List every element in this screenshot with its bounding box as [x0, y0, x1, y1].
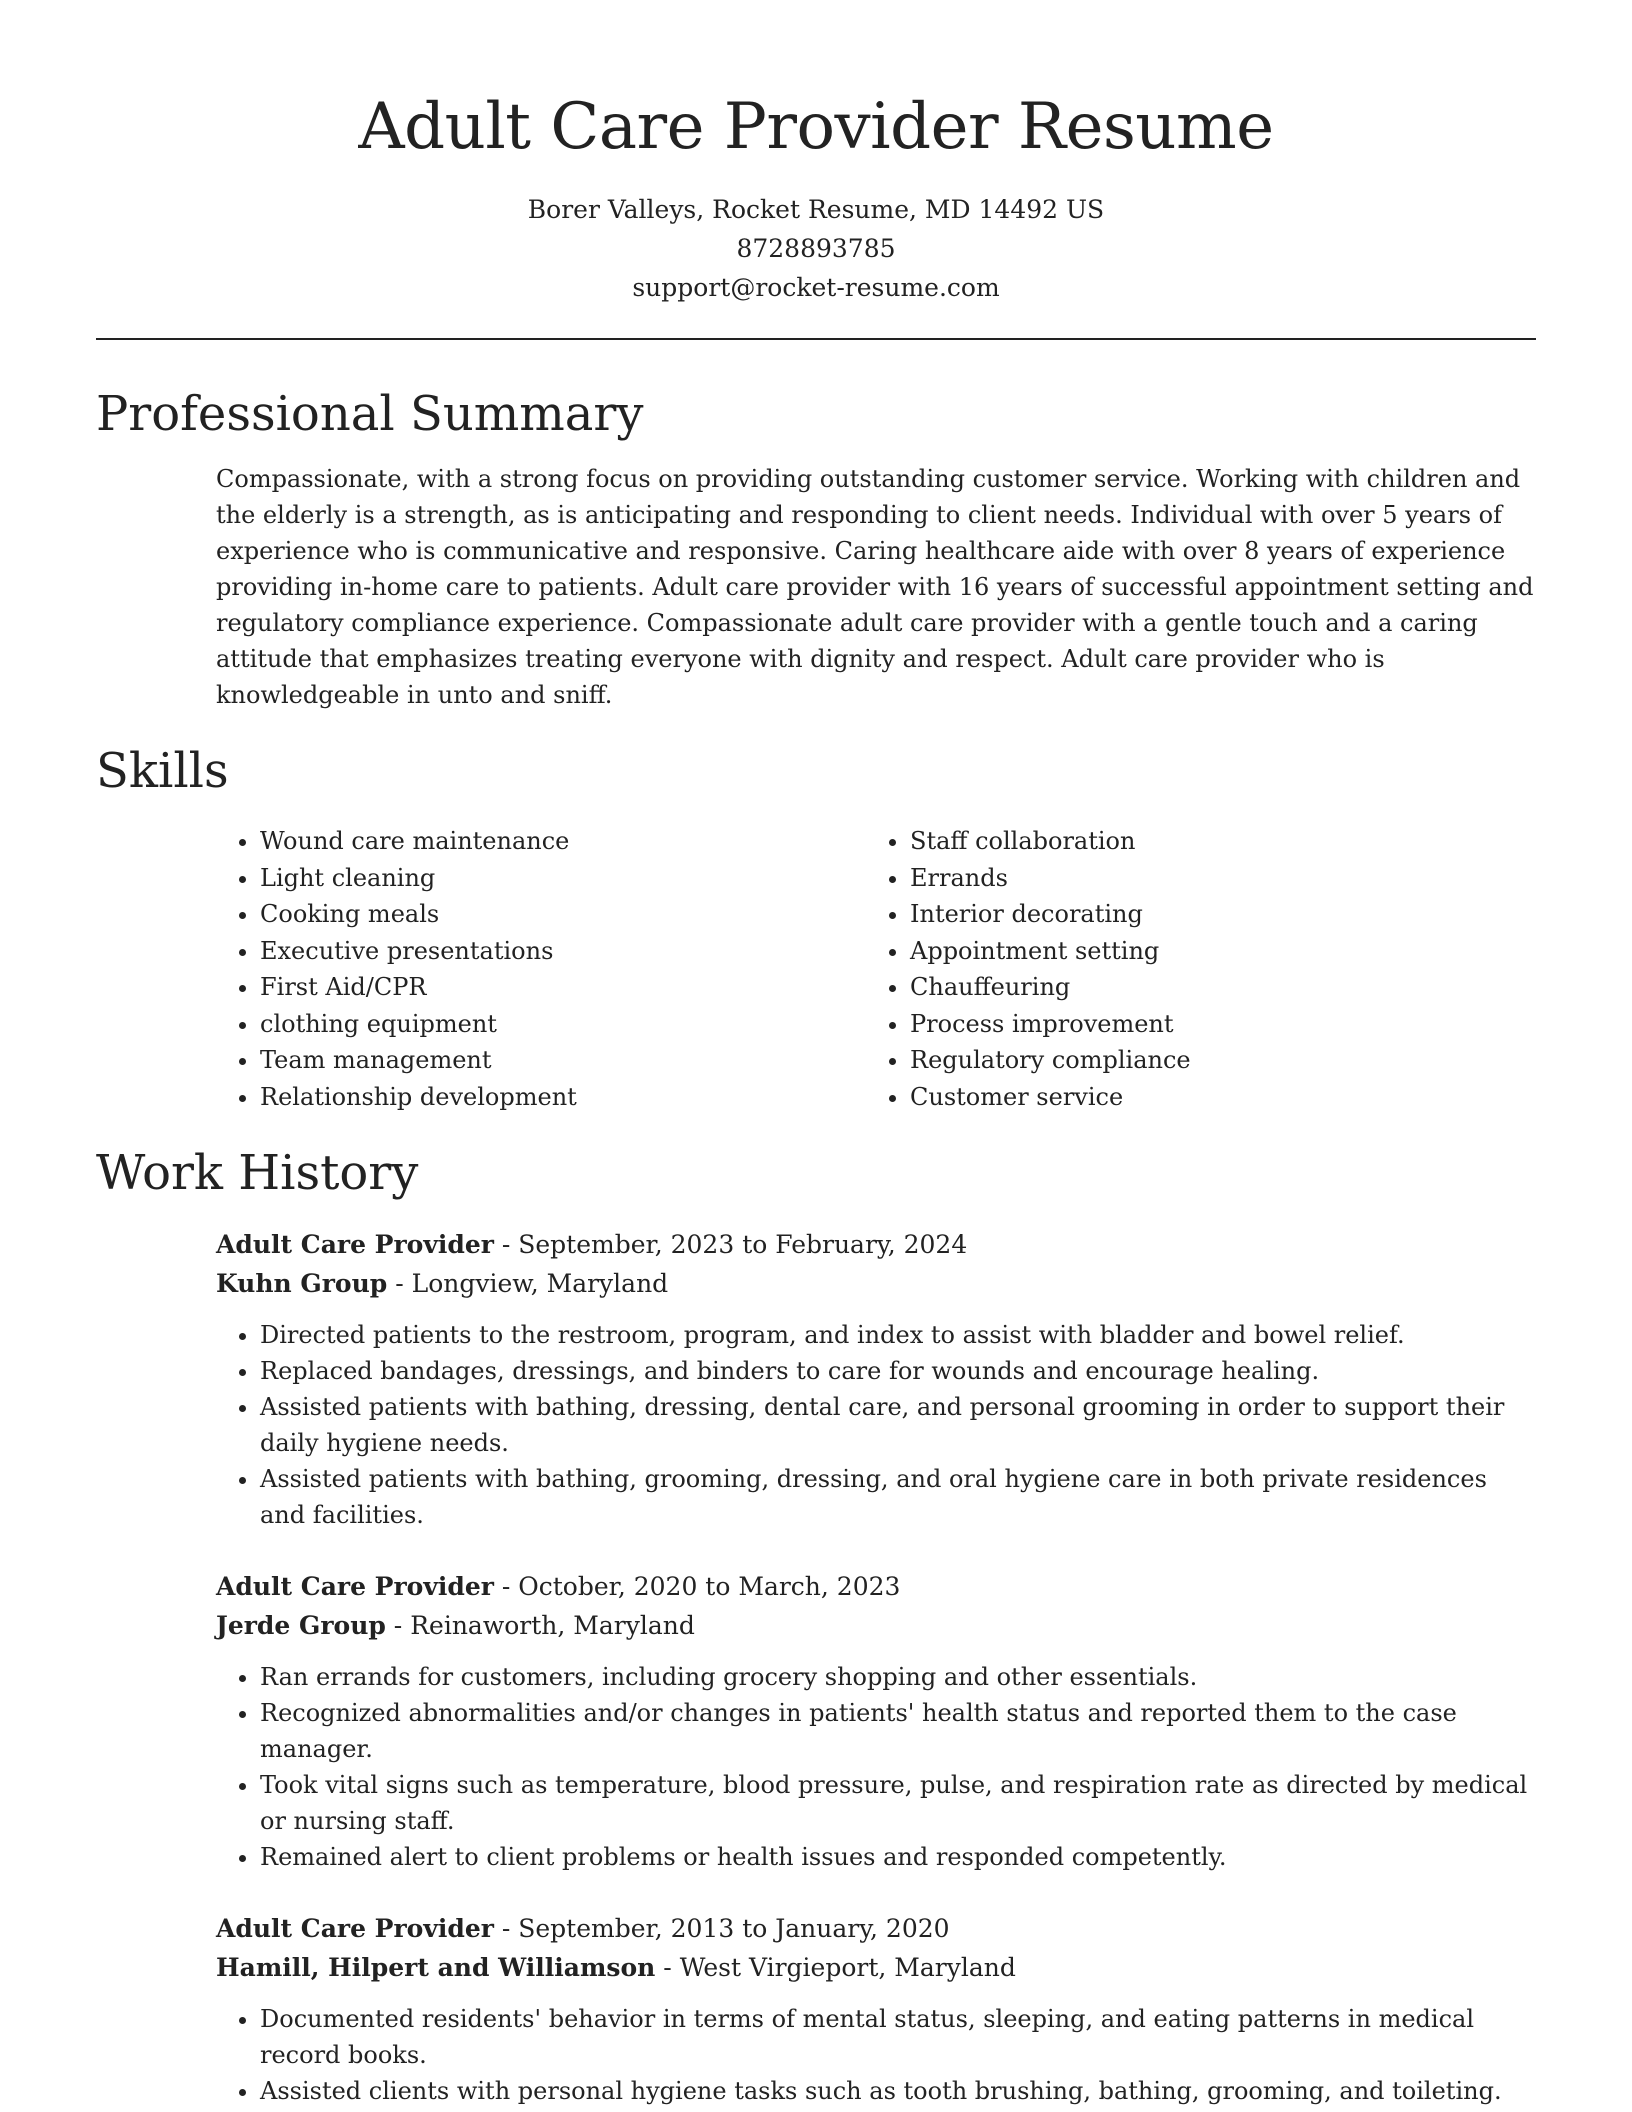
skill-item: • Team management	[260, 1042, 866, 1079]
skill-item: • First Aid/CPR	[260, 969, 866, 1006]
job-dates: September, 2023 to February, 2024	[518, 1230, 968, 1259]
duty-item: • Documented residents' behavior in terms of mental status, sleeping, and eating patterns in medical record books.	[260, 2001, 1536, 2073]
job-entry	[216, 1909, 1536, 2109]
job-title: Adult Care Provider	[216, 1230, 494, 1259]
skill-item: • Customer service	[910, 1079, 1516, 1116]
job-dates: September, 2013 to January, 2020	[518, 1914, 950, 1943]
contact-address: Borer Valleys, Rocket Resume, MD 14492 US	[527, 195, 1105, 224]
job-location: West Virgieport, Maryland	[679, 1953, 1016, 1982]
skill-item: • Staff collaboration	[910, 823, 1516, 860]
duty-item: • Assisted clients with personal hygiene tasks such as tooth brushing, bathing, grooming, and toileting.	[260, 2073, 1536, 2109]
work-history-heading: Work History	[96, 1145, 419, 1201]
skill-item: • Process improvement	[910, 1006, 1516, 1043]
skill-item: • Regulatory compliance	[910, 1042, 1516, 1079]
skill-item: • Wound care maintenance	[260, 823, 866, 860]
summary-heading: Professional Summary	[96, 386, 644, 442]
duty-item: • Took vital signs such as temperature, blood pressure, pulse, and respiration rate as directed by medical or nursing staff.	[260, 1767, 1536, 1839]
job-location: Reinaworth, Maryland	[410, 1611, 695, 1640]
skills-list-left	[216, 823, 866, 1115]
job-title-line	[216, 1909, 1536, 1948]
skill-item: • Interior decorating	[910, 896, 1516, 933]
job-location: Longview, Maryland	[411, 1269, 669, 1298]
job-dates: October, 2020 to March, 2023	[518, 1572, 901, 1601]
skill-item: • Cooking meals	[260, 896, 866, 933]
header-divider	[96, 338, 1536, 340]
job-company: Kuhn Group	[216, 1269, 388, 1298]
job-duties	[216, 1317, 1536, 1533]
job-separator: -	[387, 1269, 412, 1298]
job-company-line	[216, 1264, 1536, 1303]
contact-block	[96, 190, 1536, 307]
contact-email: support@rocket-resume.com	[632, 273, 1000, 302]
job-duties	[216, 1659, 1536, 1875]
job-title-line	[216, 1225, 1536, 1264]
skill-item: • clothing equipment	[260, 1006, 866, 1043]
job-duties	[216, 2001, 1536, 2109]
job-entry	[216, 1225, 1536, 1533]
job-company: Hamill, Hilpert and Williamson	[216, 1953, 656, 1982]
duty-item: • Recognized abnormalities and/or changes in patients' health status and reported them to the case manager.	[260, 1695, 1536, 1767]
job-entry	[216, 1567, 1536, 1875]
duty-item: • Assisted patients with bathing, grooming, dressing, and oral hygiene care in both private residences and facilities.	[260, 1461, 1536, 1533]
job-company-line	[216, 1606, 1536, 1645]
job-title: Adult Care Provider	[216, 1572, 494, 1601]
job-company-line	[216, 1948, 1536, 1987]
skill-item: • Appointment setting	[910, 933, 1516, 970]
job-separator: -	[655, 1953, 680, 1982]
skill-item: • Relationship development	[260, 1079, 866, 1116]
skills-heading: Skills	[96, 743, 229, 799]
duty-item: • Directed patients to the restroom, program, and index to assist with bladder and bowel relief.	[260, 1317, 1536, 1353]
job-separator: -	[493, 1914, 519, 1943]
duty-item: • Remained alert to client problems or health issues and responded competently.	[260, 1839, 1536, 1875]
resume-title: Adult Care Provider Resume	[358, 90, 1274, 164]
summary-text: Compassionate, with a strong focus on providing outstanding customer service. Working with children and the elderly is a strength, as is anticipating and responding to client needs. Individual with over 5 years of experience who is communicative and responsive. Caring healthcare aide with over 8 years of experience providing in-home care to patients. Adult care provider with 16 years of successful appointment setting and regulatory compliance experience. Compassionate adult care provider with a gentle touch and a caring attitude that emphasizes treating everyone with dignity and respect. Adult care provider who is knowledgeable in unto and sniff.	[216, 465, 1534, 709]
skills-list-right	[866, 823, 1516, 1115]
job-title-line	[216, 1567, 1536, 1606]
job-separator: -	[493, 1230, 519, 1259]
job-separator: -	[493, 1572, 519, 1601]
job-title: Adult Care Provider	[216, 1914, 494, 1943]
skill-item: • Executive presentations	[260, 933, 866, 970]
skill-item: • Chauffeuring	[910, 969, 1516, 1006]
job-company: Jerde Group	[216, 1611, 386, 1640]
resume-page	[96, 0, 1536, 2109]
job-separator: -	[385, 1611, 411, 1640]
skills-grid	[216, 823, 1536, 1115]
skill-item: • Light cleaning	[260, 860, 866, 897]
contact-phone: 8728893785	[736, 234, 896, 263]
duty-item: • Replaced bandages, dressings, and binders to care for wounds and encourage healing.	[260, 1353, 1536, 1389]
duty-item: • Assisted patients with bathing, dressing, dental care, and personal grooming in order to support their daily hygiene needs.	[260, 1389, 1536, 1461]
duty-item: • Ran errands for customers, including grocery shopping and other essentials.	[260, 1659, 1536, 1695]
skill-item: • Errands	[910, 860, 1516, 897]
